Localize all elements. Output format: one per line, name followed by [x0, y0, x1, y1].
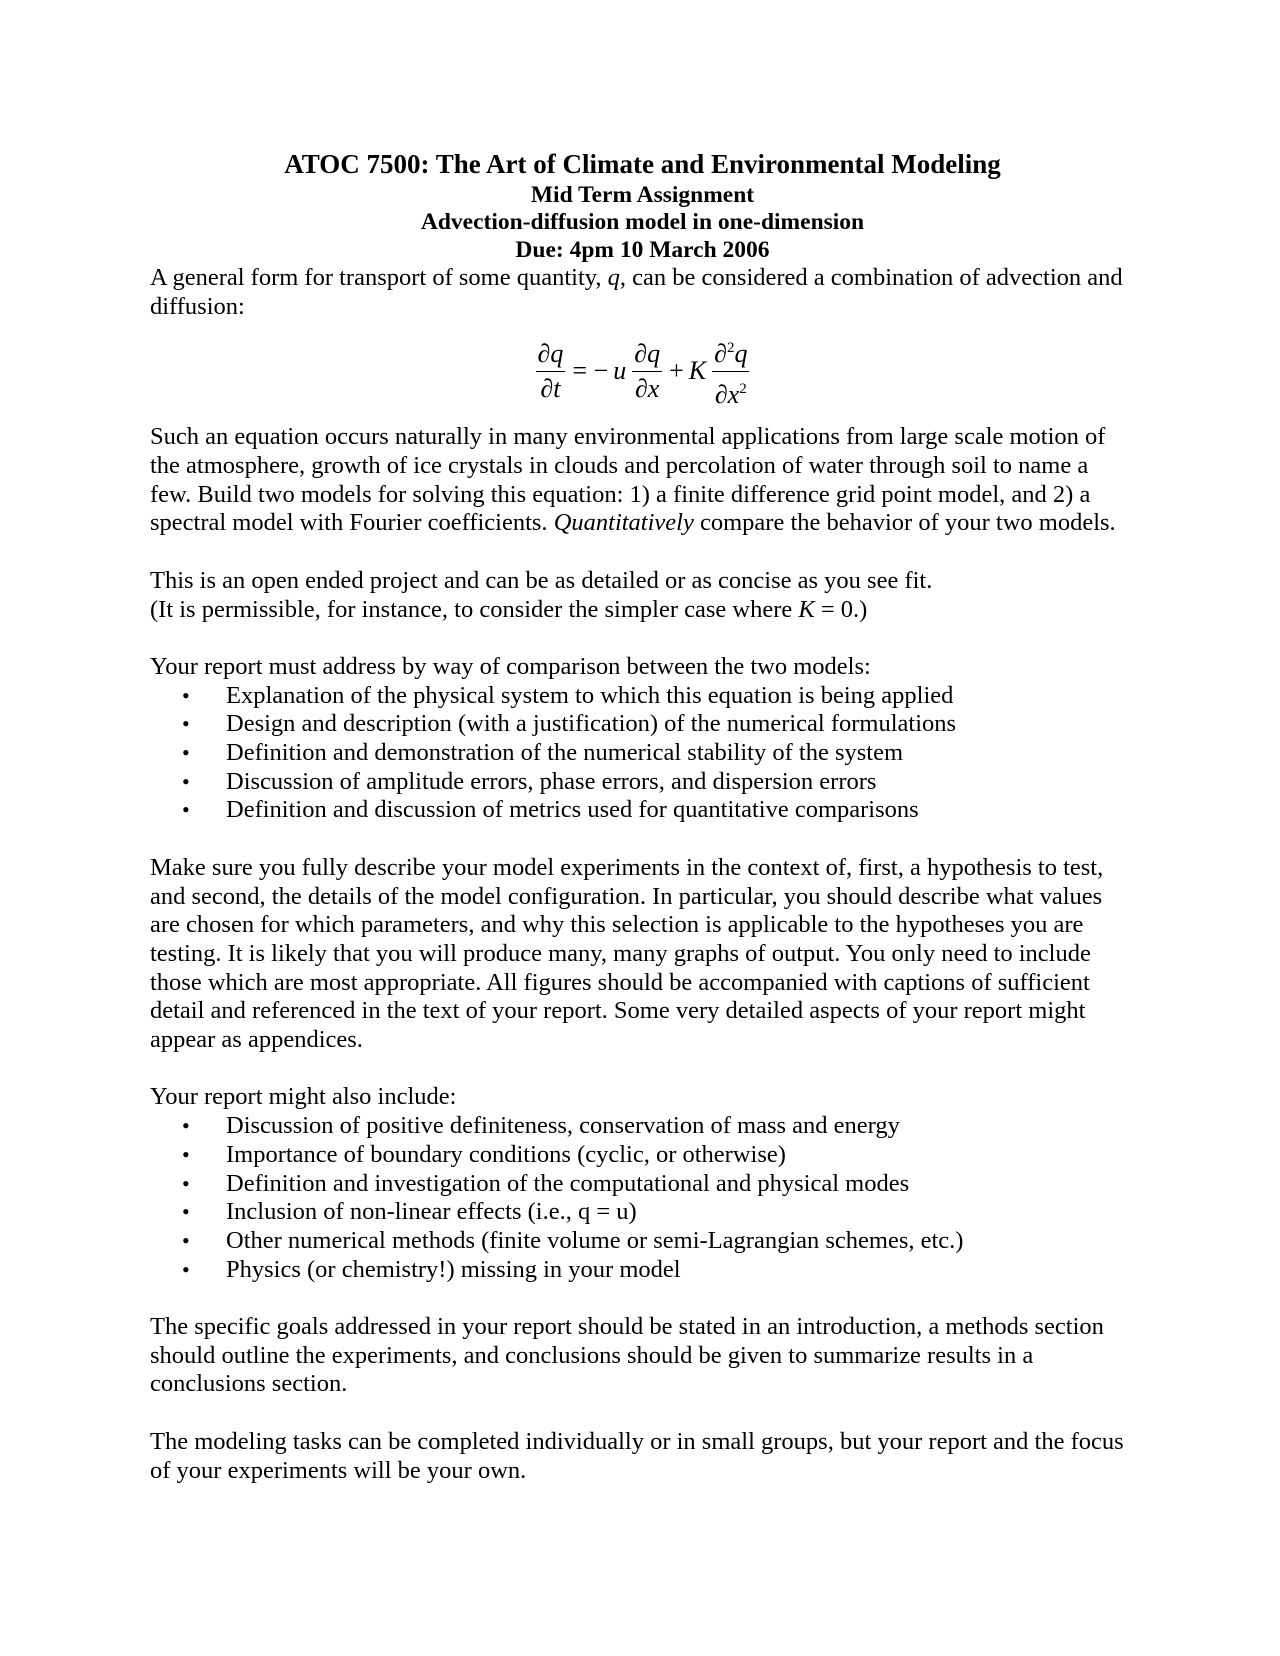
course-title: ATOC 7500: The Art of Climate and Environmental Modeling — [284, 149, 1001, 179]
scope-line-1: This is an open ended project and can be as detailed or as concise as you see fit. — [150, 566, 933, 594]
optional-list — [150, 1112, 1135, 1284]
list-item — [150, 796, 1135, 825]
d2q-var: q — [734, 338, 748, 368]
list-item — [150, 739, 1135, 768]
list-item-text: Other numerical methods (finite volume or semi-Lagrangian schemes, etc.) — [226, 1226, 964, 1254]
dx2-exponent: 2 — [739, 380, 747, 397]
bullet-icon: • — [182, 740, 190, 765]
bullet-icon: • — [182, 1170, 190, 1196]
dq-dt-numerator: ∂q — [536, 339, 566, 372]
list-item — [150, 1112, 1135, 1141]
dq-dt-denominator: ∂t — [540, 373, 561, 403]
scope-text-a: (It is permissible, for instance, to consider the simpler case where — [150, 595, 799, 623]
intro-paragraph — [150, 264, 1135, 321]
list-item — [150, 682, 1135, 711]
plus-sign: + — [669, 355, 684, 385]
d2q-partial: ∂ — [714, 338, 727, 368]
advection-diffusion-equation — [150, 325, 1135, 417]
dq-dx-denominator: ∂x — [634, 373, 660, 403]
list-item-text: Design and description (with a justification) of the numerical formulations — [226, 710, 957, 738]
bullet-icon: • — [182, 797, 190, 823]
description-text-a: Such an equation occurs naturally in many environmental applications from large scale motion of the atmosphere, growth of ice crystals in clouds and percolation of water through soil to name a few. Build two models for solving this equation: 1) a finite difference grid point model, and 2) a spectral model with Fourier coefficients. — [150, 423, 1106, 537]
list-item — [150, 710, 1135, 739]
requirements-intro: Your report must address by way of comparison between the two models: — [150, 652, 871, 680]
assignment-topic: Advection-diffusion model in one-dimension — [420, 209, 865, 236]
spacer — [150, 538, 1135, 567]
dq-dx-fraction — [632, 339, 662, 404]
d2q-exponent: 2 — [726, 339, 735, 356]
spacer — [150, 1399, 1135, 1428]
list-item-text: Explanation of the physical system to which this equation is being applied — [226, 681, 954, 709]
d2q-numerator — [712, 333, 749, 372]
intro-q-var: q — [607, 263, 620, 291]
description-text-b: compare the behavior of your two models. — [693, 509, 1116, 537]
list-item — [150, 1141, 1135, 1170]
spacer — [150, 1284, 1135, 1313]
d2q-dx2-fraction — [712, 333, 749, 410]
velocity-u: u — [613, 355, 627, 385]
list-item-text: Physics (or chemistry!) missing in your model — [226, 1255, 681, 1283]
dx2-denominator — [713, 372, 749, 410]
list-item — [150, 768, 1135, 797]
document-page — [150, 148, 1135, 1485]
assignment-title: Mid Term Assignment — [530, 182, 755, 208]
bullet-icon: • — [182, 1256, 190, 1282]
bullet-icon: • — [182, 682, 190, 708]
spacer — [150, 825, 1135, 854]
spacer — [150, 1055, 1135, 1084]
list-item-text: Importance of boundary conditions (cyclic, or otherwise) — [226, 1140, 786, 1168]
scope-text-b: = 0.) — [814, 595, 868, 623]
list-item — [150, 1198, 1135, 1227]
due-date: Due: 4pm 10 March 2006 — [515, 236, 770, 263]
bullet-icon: • — [182, 1113, 190, 1139]
diffusivity-k: K — [688, 355, 707, 385]
optional-intro: Your report might also include: — [150, 1083, 457, 1111]
list-item — [150, 1227, 1135, 1256]
list-item-text: Definition and investigation of the computational and physical modes — [226, 1169, 910, 1197]
intro-text-b: , can be considered a combination of advection and diffusion: — [150, 263, 1123, 320]
requirements-list — [150, 682, 1135, 826]
list-item-text: Inclusion of non-linear effects (i.e., q = u) — [226, 1198, 637, 1226]
groups-paragraph: The modeling tasks can be completed individually or in small groups, but your report and the focus of your experiments will be your own. — [150, 1427, 1124, 1484]
description-emphasis: Quantitatively — [553, 509, 694, 537]
list-item-text: Definition and demonstration of the numerical stability of the system — [226, 739, 904, 766]
bullet-icon: • — [182, 1141, 190, 1167]
goals-paragraph: The specific goals addressed in your report should be stated in an introduction, a methods section should outline the experiments, and conclusions should be given to summarize results in a conclusions section. — [150, 1313, 1104, 1398]
intro-text-a: A general form for transport of some quantity, — [150, 263, 608, 291]
list-item-text: Discussion of positive definiteness, conservation of mass and energy — [226, 1112, 900, 1140]
dq-dt-fraction — [536, 339, 566, 404]
bullet-icon: • — [182, 1199, 190, 1225]
scope-line-2 — [150, 596, 1135, 625]
equals-minus-sign: = − — [572, 355, 609, 385]
scope-k-var: K — [798, 595, 815, 623]
dq-dx-numerator: ∂q — [632, 339, 662, 372]
list-item-text: Discussion of amplitude errors, phase errors, and dispersion errors — [226, 767, 877, 795]
list-item-text: Definition and discussion of metrics used for quantitative comparisons — [226, 796, 919, 824]
list-item — [150, 1170, 1135, 1199]
dx2-partial: ∂x — [714, 379, 740, 409]
bullet-icon: • — [182, 768, 190, 794]
experiments-paragraph: Make sure you fully describe your model experiments in the context of, first, a hypothesis to test, and second, the details of the model configuration. In particular, you should describe what values are chosen for which parameters, and why this selection is applicable to the hypotheses you are testing. It is likely that you will produce many, many graphs of output. You only need to include those which are most appropriate. All figures should be accompanied with captions of sufficient detail and referenced in the text of your report. Some very detailed aspects of your report might appear as appendices. — [150, 853, 1104, 1054]
description-paragraph — [150, 423, 1135, 538]
list-item — [150, 1256, 1135, 1285]
bullet-icon: • — [182, 711, 190, 737]
spacer — [150, 624, 1135, 653]
bullet-icon: • — [182, 1227, 190, 1253]
